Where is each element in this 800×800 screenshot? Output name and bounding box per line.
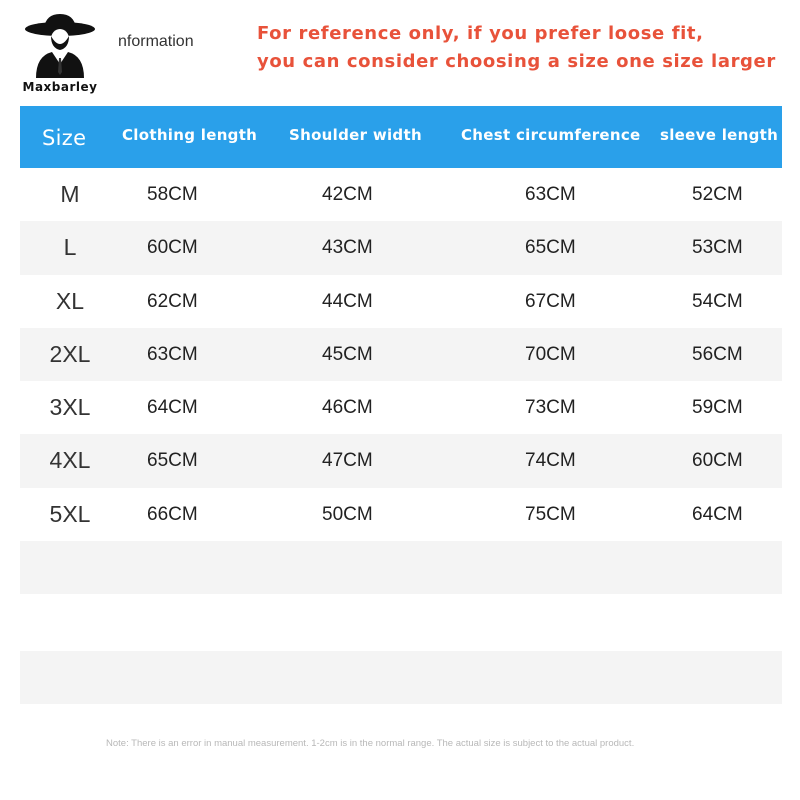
size-notice: [257, 20, 787, 76]
table-row: [20, 328, 782, 381]
notice-line-2: you can consider choosing a size one size larger: [257, 51, 776, 72]
sleeve-length-cell: 54CM: [692, 290, 743, 312]
clothing-length-cell: 65CM: [147, 450, 198, 472]
shoulder-width-cell: 50CM: [322, 503, 373, 525]
size-cell: 2XL: [49, 340, 91, 367]
measurement-note: Note: There is an error in manual measurement. 1-2cm is in the normal range. The actual size is subject to the actual product.: [106, 738, 635, 749]
empty-row: [20, 541, 782, 594]
sleeve-length-cell: 56CM: [692, 343, 743, 365]
column-header-chest-circumference: Chest circumference: [461, 126, 641, 144]
shoulder-width-cell: 47CM: [322, 450, 373, 472]
sleeve-length-cell: 53CM: [692, 237, 743, 259]
clothing-length-cell: 58CM: [147, 184, 198, 205]
column-header-shoulder-width: Shoulder width: [289, 126, 422, 144]
size-cell: XL: [55, 287, 85, 314]
clothing-length-cell: 63CM: [147, 343, 198, 365]
table-row: [20, 434, 782, 487]
column-header-size: Size: [42, 126, 87, 150]
brand-logo: [12, 12, 108, 100]
table-row: [20, 275, 782, 328]
notice-line-1: For reference only, if you prefer loose fit,: [257, 23, 704, 44]
sleeve-length-cell: 64CM: [692, 503, 743, 525]
size-cell: 4XL: [49, 447, 91, 474]
column-header-sleeve-length: sleeve length: [660, 126, 779, 144]
size-cell: 5XL: [49, 500, 91, 527]
column-header-clothing-length: Clothing length: [122, 126, 258, 144]
sleeve-length-cell: 60CM: [692, 450, 743, 472]
empty-row: [20, 651, 782, 704]
hat-man-icon: [22, 12, 98, 78]
size-cell: L: [63, 234, 77, 261]
table-row: [20, 168, 782, 221]
sleeve-length-cell: 59CM: [692, 397, 743, 419]
chest-circumference-cell: 65CM: [525, 237, 576, 259]
empty-row: [20, 594, 782, 651]
chest-circumference-cell: 75CM: [525, 503, 576, 525]
shoulder-width-cell: 43CM: [322, 237, 373, 259]
table-row: [20, 381, 782, 434]
clothing-length-cell: 64CM: [147, 397, 198, 419]
chest-circumference-cell: 73CM: [525, 397, 576, 419]
sleeve-length-cell: 52CM: [692, 184, 743, 205]
shoulder-width-cell: 45CM: [322, 343, 373, 365]
shoulder-width-cell: 46CM: [322, 397, 373, 419]
size-cell: 3XL: [49, 394, 91, 421]
size-cell: M: [60, 181, 80, 207]
chest-circumference-cell: 67CM: [525, 290, 576, 312]
section-label: nformation: [118, 33, 194, 50]
table-row: [20, 488, 782, 541]
size-chart-table: [20, 106, 782, 704]
chest-circumference-cell: 74CM: [525, 450, 576, 472]
table-row: [20, 221, 782, 274]
chest-circumference-cell: 63CM: [525, 184, 576, 205]
table-header: [20, 106, 782, 168]
brand-name: Maxbarley: [22, 80, 98, 94]
clothing-length-cell: 60CM: [147, 237, 198, 259]
chest-circumference-cell: 70CM: [525, 343, 576, 365]
shoulder-width-cell: 44CM: [322, 290, 373, 312]
shoulder-width-cell: 42CM: [322, 184, 373, 205]
clothing-length-cell: 62CM: [147, 290, 198, 312]
clothing-length-cell: 66CM: [147, 503, 198, 525]
